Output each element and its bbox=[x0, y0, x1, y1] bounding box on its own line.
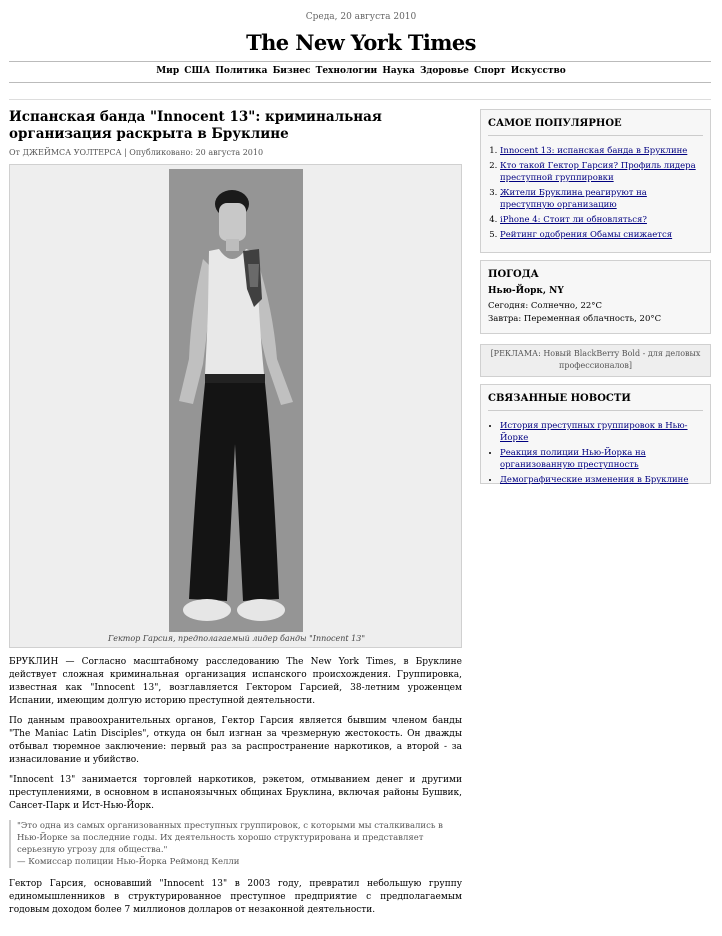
nav-item-health[interactable]: Здоровье bbox=[419, 66, 469, 76]
nav-item-arts[interactable]: Искусство bbox=[510, 66, 566, 76]
quote-author: — Комиссар полиции Нью-Йорка Реймонд Келли bbox=[17, 857, 240, 867]
nav-item-politics[interactable]: Политика bbox=[215, 66, 268, 76]
most-popular-box bbox=[480, 109, 711, 253]
related-news-title: СВЯЗАННЫЕ НОВОСТИ bbox=[488, 393, 703, 411]
weather-tomorrow: Завтра: Переменная облачность, 20°C bbox=[488, 314, 662, 324]
weather-city: Нью-Йорк, NY bbox=[488, 286, 564, 296]
nav-item-technology[interactable]: Технологии bbox=[315, 66, 378, 76]
divider bbox=[9, 82, 711, 83]
pull-quote bbox=[9, 820, 462, 868]
popular-link[interactable]: Кто такой Гектор Гарсия? Профиль лидера преступной группировки bbox=[500, 161, 696, 183]
nav-item-science[interactable]: Наука bbox=[382, 66, 415, 76]
article-paragraph: БРУКЛИН — Согласно масштабному расследованию The New York Times, в Бруклине действует сложная криминальная организация испанского происхождения. Группировка, известная как "Innocent 13", возглавляется Гектором Гарсией, 38-летним уроженцем Испании, имеющим долгую историю преступной деятельности. bbox=[9, 657, 462, 706]
article-paragraph: По данным правоохранительных органов, Гектор Гарсия является бывшим членом банды "The Maniac Latin Disciples", откуда он был изгнан за чрезмерную жестокость. Он дважды отбывал тюремное заключение: первый раз за распространение наркотиков, а второй - за изнасилование и убийство. bbox=[9, 716, 462, 765]
date-line: Среда, 20 августа 2010 bbox=[305, 12, 417, 22]
popular-link[interactable]: Жители Бруклина реагируют на преступную организацию bbox=[500, 188, 647, 210]
nav-item-business[interactable]: Бизнес bbox=[272, 66, 311, 76]
related-link[interactable]: История преступных группировок в Нью-Йорке bbox=[500, 421, 688, 443]
popular-link[interactable]: iPhone 4: Стоит ли обновляться? bbox=[500, 215, 647, 225]
related-news-box bbox=[480, 384, 711, 484]
weather-today: Сегодня: Солнечно, 22°C bbox=[488, 301, 603, 311]
divider bbox=[9, 99, 711, 100]
masthead-logo[interactable]: The New York Times bbox=[246, 30, 476, 55]
photo-caption: Гектор Гарсия, предполагаемый лидер банды "Innocent 13" bbox=[107, 634, 366, 643]
divider bbox=[9, 61, 711, 62]
article-paragraph: Гектор Гарсия, основавший "Innocent 13" в 2003 году, превратил небольшую группу единомышленников в структурированное преступное предприятие с предполагаемым годовым доходом более 7 миллионов долларов от незаконной деятельности. bbox=[9, 879, 462, 915]
nav-item-us[interactable]: США bbox=[184, 66, 211, 76]
nav-item-world[interactable]: Мир bbox=[156, 66, 180, 76]
most-popular-title: САМОЕ ПОПУЛЯРНОЕ bbox=[488, 118, 703, 136]
popular-link[interactable]: Рейтинг одобрения Обамы снижается bbox=[500, 230, 673, 240]
popular-link[interactable]: Innocent 13: испанская банда в Бруклине bbox=[500, 146, 688, 156]
related-link[interactable]: Реакция полиции Нью-Йорка на организованную преступность bbox=[500, 448, 646, 470]
article-photo-frame bbox=[9, 164, 462, 648]
quote-text: "Это одна из самых организованных преступных группировок, с которыми мы сталкивались в Нью-Йорке за последние годы. Их деятельность хорошо структурирована и представляет серьезную угрозу для общества." bbox=[17, 821, 443, 855]
weather-title: ПОГОДА bbox=[488, 269, 539, 280]
article-body bbox=[9, 656, 462, 924]
article-paragraph: "Innocent 13" занимается торговлей наркотиков, рэкетом, отмыванием денег и другими преступлениями, в основном в испаноязычных общинах Бруклина, включая районы Бушвик, Сансет-Парк и Ист-Нью-Йорк. bbox=[9, 775, 462, 811]
advertisement[interactable]: [РЕКЛАМА: Новый BlackBerry Bold - для деловых профессионалов] bbox=[480, 344, 711, 377]
weather-box bbox=[480, 260, 711, 334]
related-link[interactable]: Демографические изменения в Бруклине bbox=[500, 475, 689, 485]
article-byline: От ДЖЕЙМСА УОЛТЕРСА | Опубликовано: 20 августа 2010 bbox=[9, 148, 264, 157]
section-nav bbox=[0, 66, 722, 76]
person-figure-image bbox=[169, 169, 303, 632]
article-photo bbox=[169, 169, 303, 632]
nav-item-sports[interactable]: Спорт bbox=[473, 66, 506, 76]
article-headline: Испанская банда "Innocent 13": криминальная организация раскрыта в Бруклине bbox=[9, 109, 382, 142]
